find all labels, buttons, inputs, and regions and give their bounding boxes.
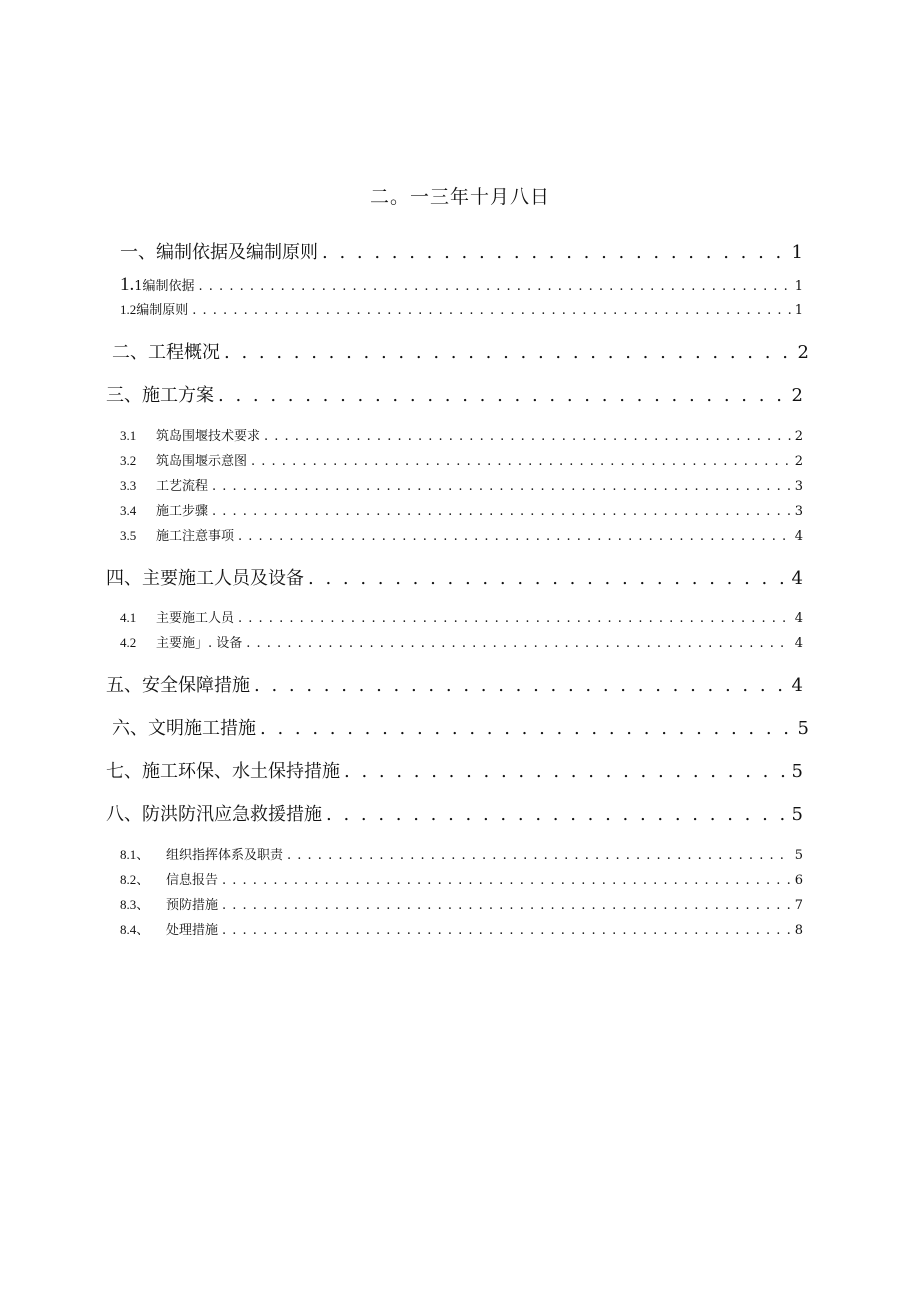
toc-page-number: 4 <box>791 568 803 589</box>
toc-page-number: 4 <box>791 675 803 696</box>
toc-entry-title: 1编制依据 <box>134 279 195 294</box>
toc-entry-4-2[interactable] <box>120 632 803 652</box>
toc-entry-title: 主要施」. 设备 <box>156 636 243 651</box>
toc-entry-3-4[interactable] <box>120 500 803 520</box>
toc-entry-3-3[interactable] <box>120 475 803 495</box>
toc-entry-title: 筑岛围堰技术要求 <box>156 429 261 444</box>
toc-page-number: 2 <box>794 454 803 469</box>
toc-leader-dots <box>322 242 788 263</box>
toc-entry-number: 8.4、 <box>120 922 150 937</box>
toc-entry-label: 一、编制依据及编制原则 <box>120 242 318 263</box>
toc-entry-title: 处理措施 <box>166 923 219 938</box>
toc-leader-dots <box>260 718 794 739</box>
toc-leader-dots <box>344 761 788 782</box>
toc-entry-title: 筑岛围堰示意图 <box>156 454 248 469</box>
toc-leader-dots <box>192 303 790 318</box>
toc-page-number: 5 <box>797 718 809 739</box>
toc-entry-section-7[interactable] <box>106 757 803 783</box>
toc-page-number: 1 <box>794 303 803 318</box>
toc-entry-section-1[interactable] <box>120 238 803 264</box>
toc-leader-dots <box>264 429 791 444</box>
toc-page-number: 1 <box>794 279 803 294</box>
toc-leader-dots <box>238 529 791 544</box>
toc-page-number: 2 <box>797 342 809 363</box>
toc-entry-3-5[interactable] <box>120 525 803 545</box>
toc-entry-number: 4.2 <box>120 635 137 650</box>
toc-entry-number: 1.2 <box>120 302 137 317</box>
toc-entry-1-1[interactable] <box>120 274 803 294</box>
toc-entry-section-4[interactable] <box>106 564 803 590</box>
toc-entry-section-2[interactable] <box>112 338 809 364</box>
toc-entry-8-4[interactable] <box>120 919 803 939</box>
toc-leader-dots <box>212 504 791 519</box>
toc-entry-8-3[interactable] <box>120 894 803 914</box>
toc-entry-number: 3.4 <box>120 503 137 518</box>
toc-entry-3-2[interactable] <box>120 450 803 470</box>
toc-leader-dots <box>251 454 791 469</box>
toc-entry-4-1[interactable] <box>120 607 803 627</box>
toc-page-number: 4 <box>794 611 803 626</box>
toc-leader-dots <box>238 611 791 626</box>
toc-page-number: 1 <box>791 242 803 263</box>
toc-page-number: 2 <box>794 429 803 444</box>
toc-leader-dots <box>254 675 788 696</box>
toc-entry-number: 8.1、 <box>120 847 150 862</box>
toc-entry-label: 四、主要施工人员及设备 <box>106 568 304 589</box>
toc-entry-3-1[interactable] <box>120 425 803 445</box>
toc-leader-dots <box>224 342 794 363</box>
toc-leader-dots <box>212 479 791 494</box>
toc-entry-label: 二、工程概况 <box>112 342 220 363</box>
toc-entry-title: 编制原则 <box>136 303 189 318</box>
toc-leader-dots <box>326 804 788 825</box>
toc-entry-label: 八、防洪防汛应急救援措施 <box>106 804 322 825</box>
toc-entry-number: 8.3、 <box>120 897 150 912</box>
toc-page-number: 3 <box>794 479 803 494</box>
toc-entry-title: 预防措施 <box>166 898 219 913</box>
toc-entry-number: 8.2、 <box>120 872 150 887</box>
toc-entry-title: 组织指挥体系及职责 <box>166 848 284 863</box>
toc-entry-label: 五、安全保障措施 <box>106 675 250 696</box>
toc-entry-title: 施工注意事项 <box>156 529 235 544</box>
toc-entry-section-6[interactable] <box>112 714 809 740</box>
toc-entry-title: 信息报告 <box>166 873 219 888</box>
toc-entry-number: 1. <box>120 274 135 294</box>
toc-entry-label: 六、文明施工措施 <box>112 718 256 739</box>
toc-page-number: 5 <box>791 761 803 782</box>
toc-entry-section-8[interactable] <box>106 800 803 826</box>
toc-page-number: 4 <box>794 636 803 651</box>
toc-entry-section-5[interactable] <box>106 671 803 697</box>
toc-leader-dots <box>218 385 788 406</box>
toc-entry-label: 三、施工方案 <box>106 385 214 406</box>
toc-entry-8-1[interactable] <box>120 844 803 864</box>
toc-leader-dots <box>308 568 788 589</box>
toc-page-number: 2 <box>791 385 803 406</box>
toc-entry-label: 七、施工环保、水土保持措施 <box>106 761 340 782</box>
toc-leader-dots <box>246 636 790 651</box>
toc-entry-title: 主要施工人员 <box>156 611 235 626</box>
toc-entry-title: 施工步骤 <box>156 504 209 519</box>
toc-entry-8-2[interactable] <box>120 869 803 889</box>
toc-leader-dots <box>199 279 791 294</box>
toc-entry-1-2[interactable] <box>120 299 803 319</box>
toc-entry-number: 3.2 <box>120 453 137 468</box>
toc-entry-number: 3.5 <box>120 528 137 543</box>
toc-page-number: 6 <box>794 873 803 888</box>
toc-leader-dots <box>222 923 791 938</box>
toc-entry-number: 3.3 <box>120 478 137 493</box>
toc-entry-section-3[interactable] <box>106 381 803 407</box>
toc-page-number: 5 <box>791 804 803 825</box>
toc-leader-dots <box>287 848 791 863</box>
toc-leader-dots <box>222 898 791 913</box>
toc-page-number: 4 <box>794 529 803 544</box>
toc-page-number: 8 <box>794 923 803 938</box>
toc-page-number: 3 <box>794 504 803 519</box>
toc-page-number: 5 <box>794 848 803 863</box>
toc-leader-dots <box>222 873 791 888</box>
toc-entry-number: 4.1 <box>120 610 137 625</box>
toc-page-number: 7 <box>794 898 803 913</box>
document-date: 二。一三年十月八日 <box>369 186 550 208</box>
toc-entry-title: 工艺流程 <box>156 479 209 494</box>
toc-entry-number: 3.1 <box>120 428 137 443</box>
